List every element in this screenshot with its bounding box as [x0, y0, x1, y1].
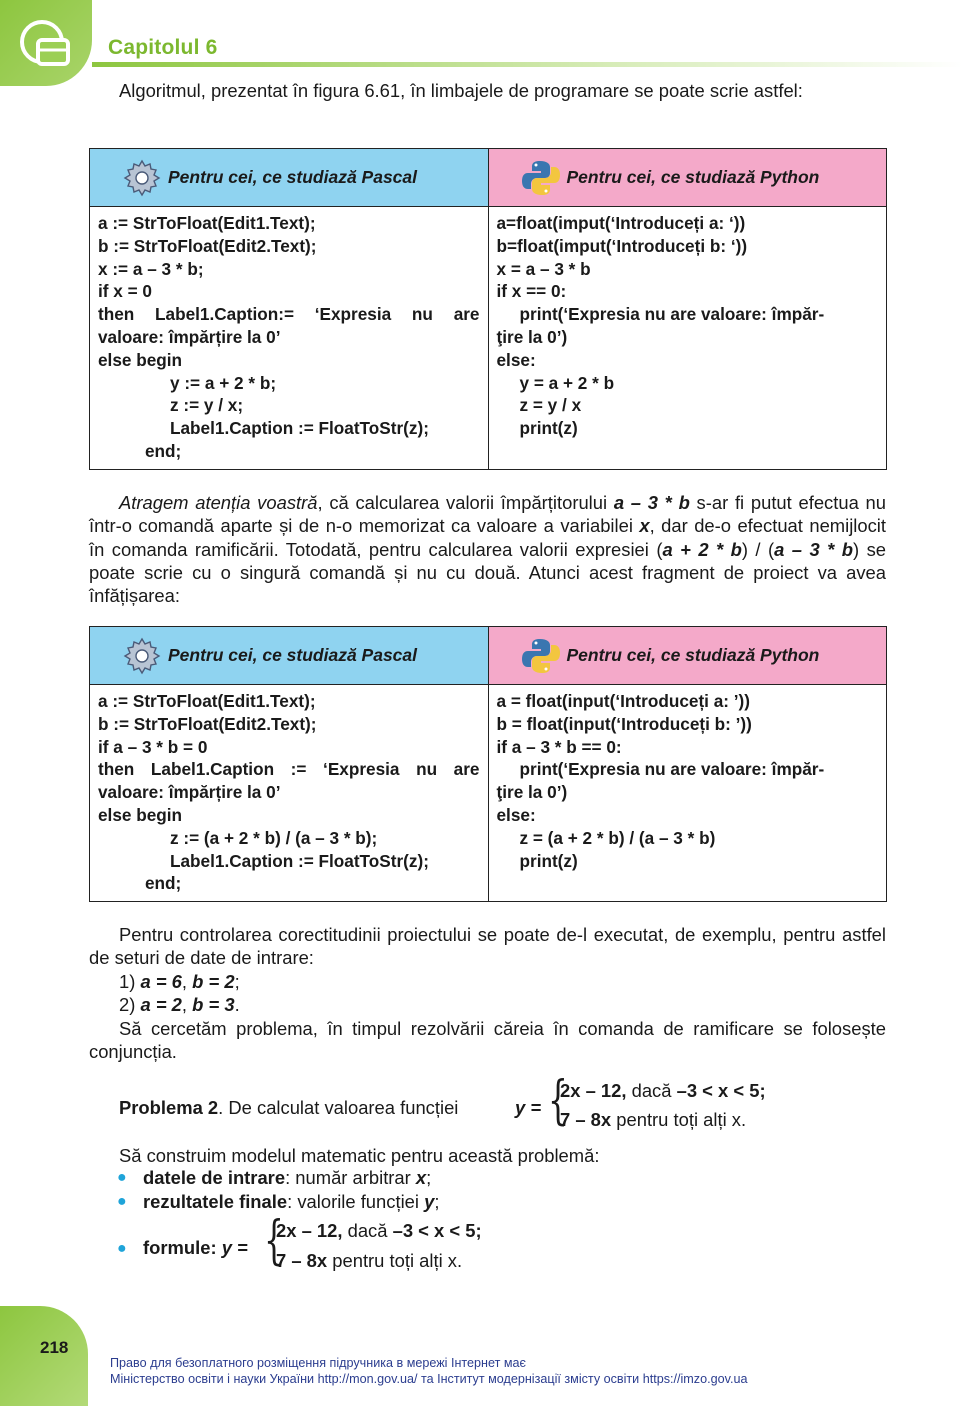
test-value-a: a = 2 — [140, 994, 182, 1015]
test-set-2: 2) a = 2, b = 3. — [119, 994, 240, 1015]
expr: a + 2 * b — [662, 538, 742, 560]
text-run: , că calcularea valorii împărțitorului — [317, 492, 614, 513]
case-word: dacă — [347, 1220, 388, 1241]
bullet-icon: ● — [117, 1240, 127, 1257]
python-header-cell — [488, 149, 887, 207]
code-line: ţire la 0’) — [496, 782, 568, 803]
pascal-header-label: Pentru cei, ce studiază Pascal — [168, 645, 418, 665]
left-brace-icon: { — [548, 1071, 568, 1131]
code-line: b := StrToFloat(Edit2.Text); — [98, 713, 317, 734]
formule-case-2 — [276, 1249, 462, 1272]
case-cond: –3 < x < 5; — [392, 1220, 482, 1241]
footer-notice — [110, 1355, 747, 1387]
code-line: x = a – 3 * b — [496, 258, 591, 279]
model-intro: Să construim modelul matematic pentru această problemă: — [119, 1145, 600, 1166]
chapter-title: Capitolul 6 — [108, 36, 218, 59]
code-line: b := StrToFloat(Edit2.Text); — [98, 235, 317, 256]
python-header-cell — [488, 627, 887, 685]
code-line: end; — [145, 440, 182, 461]
bullet-label: datele de intrare — [143, 1167, 286, 1188]
code-line: valoare: împărțire la 0’ — [98, 326, 281, 347]
text-run: ) se poate scrie cu o singură comandă și nu cu două. Atunci acest fragment de proiect va avea înfățișarea: — [89, 538, 886, 607]
test-value-a: a = 6 — [140, 971, 182, 992]
chapter-bar — [92, 62, 963, 67]
expr: a – 3 * b — [613, 492, 690, 513]
code-line: z = y / x — [519, 395, 582, 416]
code-line: z := (a + 2 * b) / (a – 3 * b); — [170, 827, 378, 848]
code-line: print(‘Expresia nu are valoare: împăr- — [519, 304, 825, 325]
case-cond: pentru toți alți x. — [616, 1109, 747, 1130]
code-line: print(z) — [519, 418, 578, 439]
code-line: then Label1.Caption:= ‘Expresia nu are — [98, 304, 480, 325]
test-number: 1) — [119, 971, 136, 992]
python-code-cell — [488, 207, 887, 470]
test-value-b: b = 2 — [192, 971, 235, 992]
code-line: else begin — [98, 349, 183, 370]
code-line: b=float(imput(‘Introduceți b: ‘)) — [496, 235, 748, 256]
code-line: Label1.Caption := FloatToStr(z); — [170, 850, 429, 871]
pascal-code-cell — [90, 207, 489, 470]
bullet-icon: ● — [117, 1169, 127, 1186]
code-line: if a – 3 * b = 0 — [98, 736, 208, 757]
expr: a – 3 * b — [774, 538, 853, 560]
case-2 — [560, 1108, 746, 1131]
code-line: x := a – 3 * b; — [98, 258, 204, 279]
code-line: z = (a + 2 * b) / (a – 3 * b) — [519, 827, 716, 848]
footer-line: Право для безоплатного розміщення підручника в мережі Інтернет має — [110, 1356, 526, 1370]
code-line: a := StrToFloat(Edit1.Text); — [98, 213, 316, 233]
case-expr: 7 – 8x — [560, 1109, 612, 1130]
conjunction-paragraph: Să cercetăm problema, în timpul rezolvării căreia în comanda de ramificare se folosește conjuncția. — [89, 1018, 886, 1063]
python-logo-icon — [521, 158, 561, 198]
text-run: , dar de-o efectuat nemijlocit în comanda ramificării. Totodată, pentru calcularea valorii expresiei ( — [89, 515, 886, 560]
formule-case-1 — [276, 1219, 482, 1242]
code-line: else begin — [98, 804, 183, 825]
bullet-icon: ● — [117, 1193, 127, 1210]
footer-line: Міністерство освіти і науки України http://mon.gov.ua/ та Інститут модернізації змісту освіти https://imzo.gov.ua — [110, 1372, 748, 1386]
function-y: y = — [515, 1097, 542, 1118]
code-line: a=float(imput(‘Introduceți a: ‘)) — [496, 213, 746, 233]
case-expr: 7 – 8x — [276, 1250, 328, 1271]
pascal-code-block — [90, 685, 488, 901]
case-cond: pentru toți alți x. — [332, 1250, 463, 1271]
code-line: b = float(input(‘Introduceți b: ’)) — [496, 713, 752, 734]
python-code-cell — [488, 685, 887, 902]
pascal-gear-icon — [122, 158, 162, 198]
python-header-label: Pentru cei, ce studiază Python — [566, 645, 820, 665]
bullet-text: : valorile funcției — [287, 1191, 425, 1212]
pascal-code-cell — [90, 685, 489, 902]
bullet-results — [143, 1190, 843, 1213]
code-line: Label1.Caption := FloatToStr(z); — [170, 418, 429, 439]
test-set-1: 1) a = 6, b = 2; — [119, 971, 240, 992]
test-value-b: b = 3 — [192, 994, 235, 1015]
code-table-2 — [89, 626, 887, 902]
code-line: if x = 0 — [98, 281, 152, 302]
text-run: s-ar fi putut efectua nu într-o comandă aparte și de n-o memorizat ca valoare a variabilei — [89, 492, 887, 537]
problem-statement — [119, 1096, 458, 1119]
expr: x — [639, 515, 650, 537]
italic-lead: Atragem atenția voastră — [119, 492, 318, 513]
pascal-gear-icon — [122, 636, 162, 676]
punct: . — [234, 994, 240, 1015]
code-table-1 — [89, 148, 887, 470]
code-line: a = float(input(‘Introduceți a: ’)) — [496, 691, 750, 711]
formule-label — [143, 1236, 248, 1259]
code-line: y := a + 2 * b; — [170, 372, 277, 393]
control-paragraph: Pentru controlarea corectitudinii proiectului se poate de-l executat, de exemplu, pentru astfel de seturi de date de intrare: — [89, 924, 886, 969]
code-line: print(‘Expresia nu are valoare: împăr- — [519, 759, 825, 780]
pascal-header-cell — [90, 627, 489, 685]
problem-label: Problema 2 — [119, 1097, 219, 1118]
code-line: then Label1.Caption := ‘Expresia nu are — [98, 759, 480, 780]
problem-text: . De calculat valoarea funcției — [218, 1097, 459, 1118]
punct: ; — [426, 1167, 432, 1188]
code-line: a := StrToFloat(Edit1.Text); — [98, 691, 316, 711]
pascal-header-label: Pentru cei, ce studiază Pascal — [168, 167, 418, 187]
case-word: dacă — [631, 1080, 672, 1101]
chapter-logo-icon — [14, 14, 76, 76]
case-cond: –3 < x < 5; — [676, 1080, 766, 1101]
code-line: ţire la 0’) — [496, 326, 568, 347]
case-1 — [560, 1079, 766, 1102]
page-number: 218 — [40, 1338, 69, 1357]
python-logo-icon — [521, 636, 561, 676]
code-line: y = a + 2 * b — [519, 372, 615, 393]
punct: ; — [434, 1191, 440, 1212]
pascal-code-block — [90, 207, 488, 469]
intro-paragraph: Algoritmul, prezentat în figura 6.61, în limbajele de programare se poate scrie astfel: — [119, 80, 803, 101]
python-code-block — [489, 685, 887, 878]
bullet-label: rezultatele finale — [143, 1191, 288, 1212]
formule-y: y = — [221, 1237, 248, 1258]
chapter-corner-tab — [0, 0, 92, 86]
left-brace-icon: { — [264, 1211, 284, 1271]
python-code-block — [489, 207, 887, 446]
bullet-input — [143, 1166, 843, 1189]
bullet-var: x — [415, 1167, 427, 1188]
bullet-text: : număr arbitrar — [285, 1167, 416, 1188]
code-line: if a – 3 * b == 0: — [496, 736, 622, 757]
bullet-var: y — [424, 1191, 435, 1212]
code-line: if x == 0: — [496, 281, 567, 302]
attention-paragraph — [89, 491, 886, 607]
code-line: valoare: împărțire la 0’ — [98, 782, 281, 803]
pascal-header-cell — [90, 149, 489, 207]
python-header-label: Pentru cei, ce studiază Python — [566, 167, 820, 187]
code-line: else: — [496, 349, 536, 370]
code-line: print(z) — [519, 850, 578, 871]
punct: ; — [234, 971, 240, 992]
text-run: ) / ( — [741, 538, 775, 560]
code-line: else: — [496, 804, 536, 825]
code-line: end; — [145, 873, 182, 894]
case-expr: 2x – 12, — [276, 1220, 343, 1241]
case-expr: 2x – 12, — [560, 1080, 627, 1101]
test-number: 2) — [119, 994, 136, 1015]
formule-word: formule: — [143, 1237, 217, 1258]
code-line: z := y / x; — [170, 395, 244, 416]
